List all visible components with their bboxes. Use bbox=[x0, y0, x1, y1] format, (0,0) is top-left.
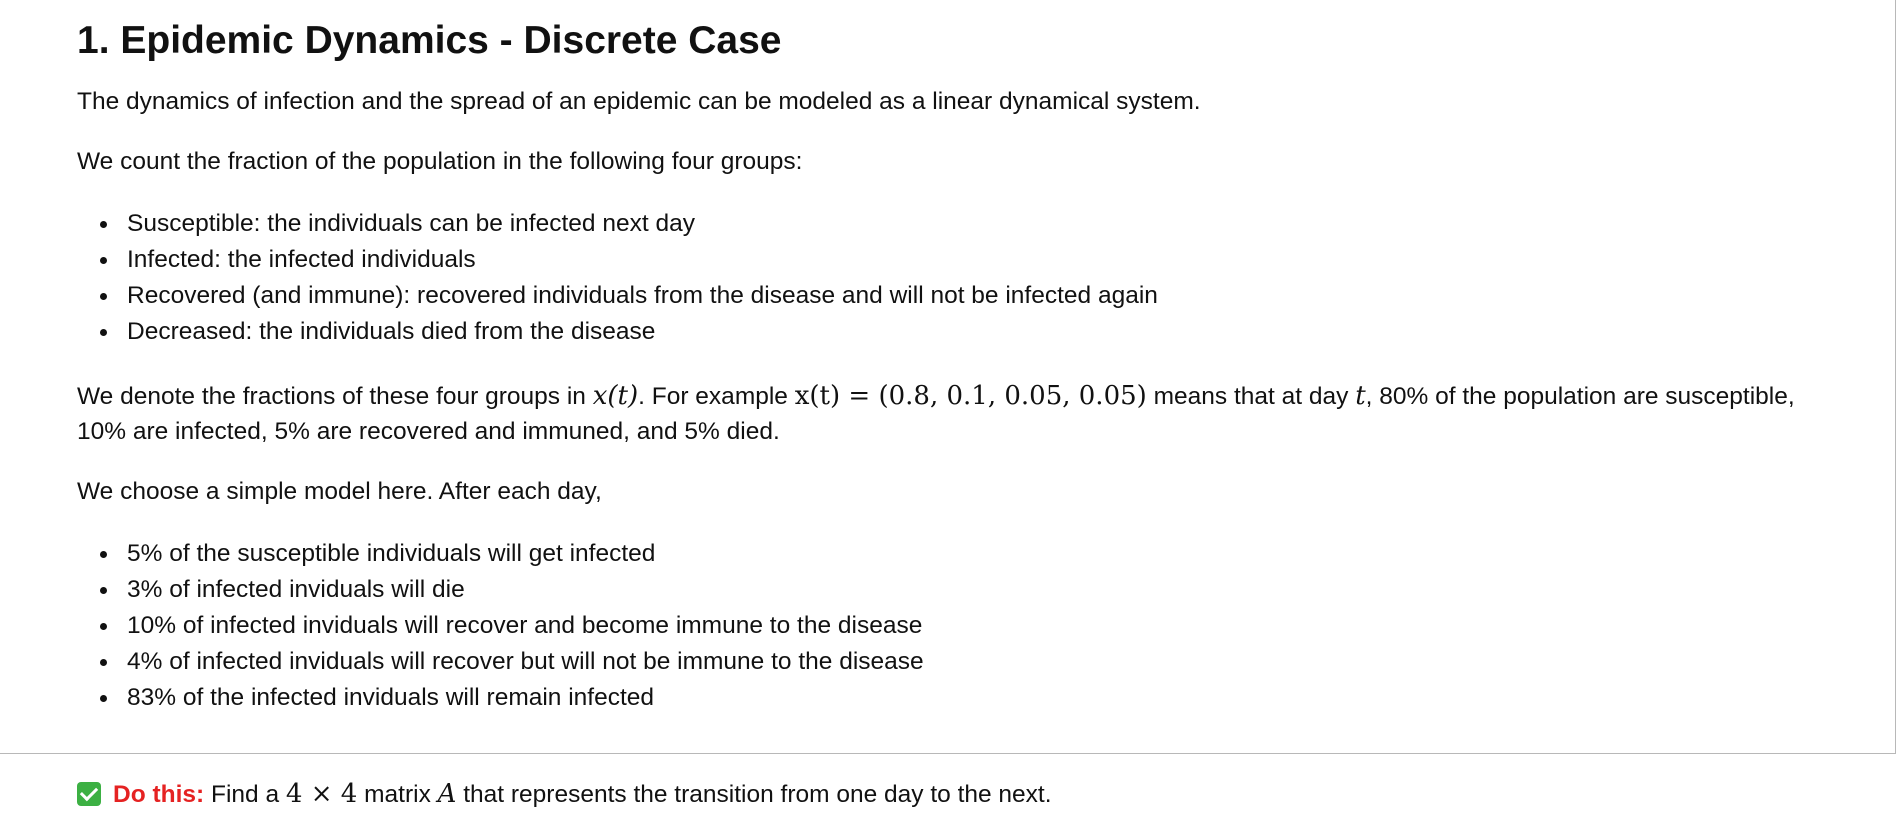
list-item: Recovered (and immune): recovered individuals from the disease and will not be infected again bbox=[77, 278, 1158, 314]
list-item: 4% of infected inviduals will recover but will not be immune to the disease bbox=[77, 644, 924, 680]
bullet-icon bbox=[100, 329, 107, 336]
list-item: 3% of infected inviduals will die bbox=[77, 572, 924, 608]
intro-paragraph: The dynamics of infection and the spread of an epidemic can be modeled as a linear dynamical system. bbox=[77, 88, 1201, 115]
list-item: Decreased: the individuals died from the disease bbox=[77, 314, 1158, 350]
list-item: 10% of infected inviduals will recover and become immune to the disease bbox=[77, 608, 924, 644]
bullet-icon bbox=[100, 551, 107, 558]
denote-paragraph-line1: We denote the fractions of these four groups in x(t). For example x(t) = (0.8, 0.1, 0.05, 0.05) means that at day t, 80% of the population are susceptible, bbox=[77, 381, 1795, 411]
bullet-icon bbox=[100, 587, 107, 594]
list-item: 5% of the susceptible individuals will get infected bbox=[77, 536, 924, 572]
bullet-icon bbox=[100, 257, 107, 264]
groups-list bbox=[77, 206, 1158, 350]
math-matrix-dimension: 4 × 4 bbox=[285, 779, 358, 809]
bullet-icon bbox=[100, 695, 107, 702]
groups-intro: We count the fraction of the population in the following four groups: bbox=[77, 148, 803, 175]
page-title: 1. Epidemic Dynamics - Discrete Case bbox=[77, 19, 782, 62]
math-x-of-t: x(t) bbox=[592, 381, 639, 411]
do-this-label: Do this: bbox=[113, 781, 205, 808]
model-intro: We choose a simple model here. After each day, bbox=[77, 478, 602, 505]
bullet-icon bbox=[100, 659, 107, 666]
bullet-icon bbox=[100, 293, 107, 300]
rules-list bbox=[77, 536, 924, 716]
math-example-vector: x(t) = (0.8, 0.1, 0.05, 0.05) bbox=[794, 381, 1147, 411]
bullet-icon bbox=[100, 623, 107, 630]
list-item: 83% of the infected inviduals will remain infected bbox=[77, 680, 924, 716]
math-t: t bbox=[1355, 381, 1366, 411]
do-this-instruction: Do this: Find a 4 × 4 matrix A that represents the transition from one day to the next. bbox=[77, 776, 1052, 813]
bullet-icon bbox=[100, 221, 107, 228]
math-matrix-a: A bbox=[437, 779, 457, 809]
check-mark-icon bbox=[77, 782, 101, 806]
denote-paragraph-line2: 10% are infected, 5% are recovered and immuned, and 5% died. bbox=[77, 418, 780, 445]
list-item: Infected: the infected individuals bbox=[77, 242, 1158, 278]
list-item: Susceptible: the individuals can be infected next day bbox=[77, 206, 1158, 242]
